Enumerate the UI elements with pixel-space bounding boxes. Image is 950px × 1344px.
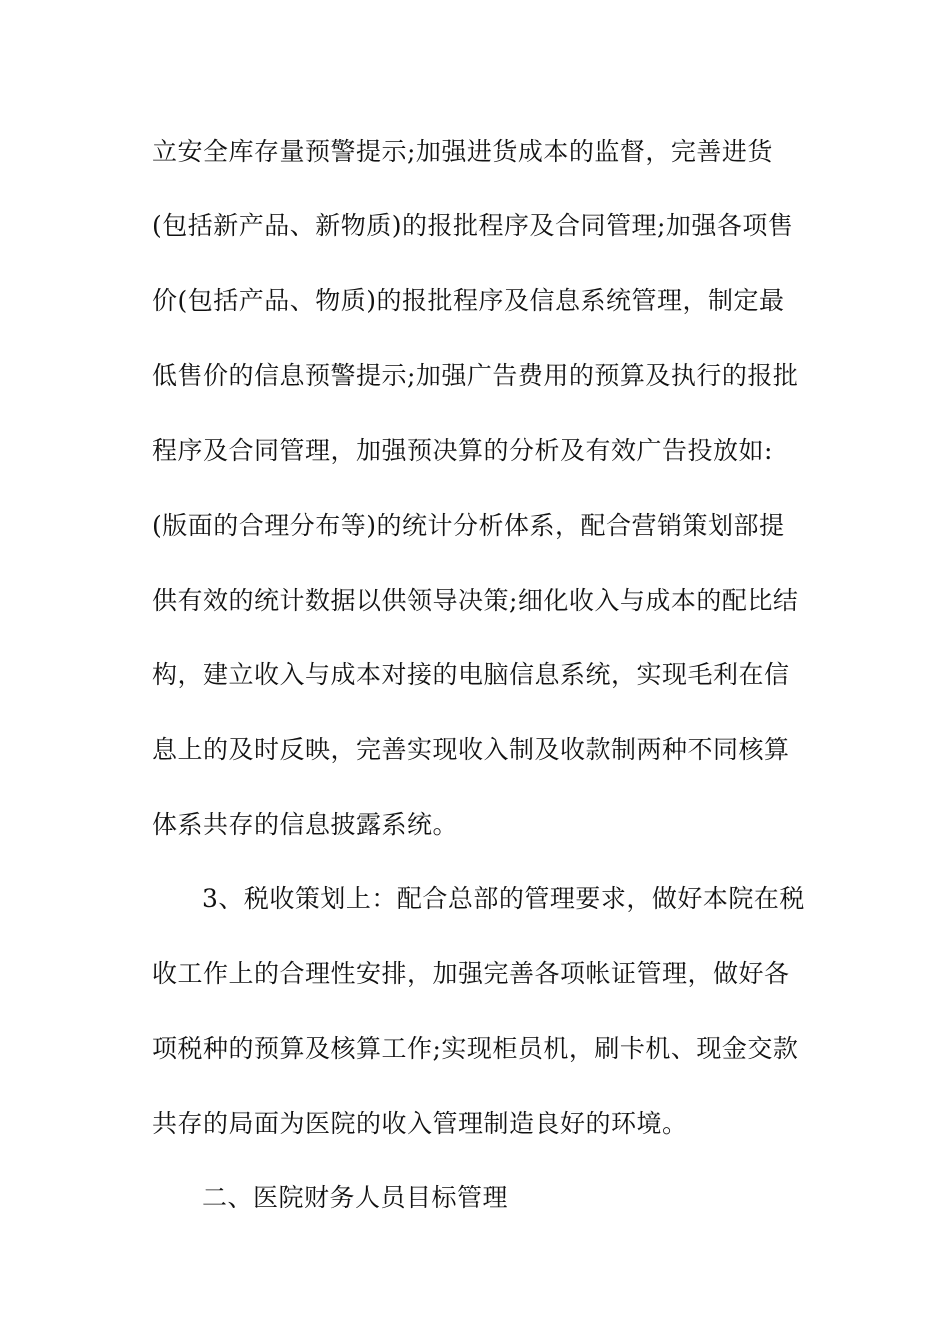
paragraph-line: 程序及合同管理，加强预决算的分析及有效广告投放如: <box>152 436 773 465</box>
paragraph-line: 低售价的信息预警提示;加强广告费用的预算及执行的报批 <box>152 361 799 390</box>
paragraph-line: (版面的合理分布等)的统计分析体系，配合营销策划部提 <box>152 511 785 540</box>
paragraph-line: 构，建立收入与成本对接的电脑信息系统，实现毛利在信 <box>152 660 790 689</box>
paragraph-line: 收工作上的合理性安排，加强完善各项帐证管理，做好各 <box>152 959 790 988</box>
paragraph-line: 体系共存的信息披露系统。 <box>152 810 459 839</box>
paragraph-line: 供有效的统计数据以供领导决策;细化收入与成本的配比结 <box>152 586 799 615</box>
paragraph-line: 立安全库存量预警提示;加强进货成本的监督，完善进货 <box>152 137 773 166</box>
paragraph-line: 共存的局面为医院的收入管理制造良好的环境。 <box>152 1109 688 1138</box>
section-heading: 二、医院财务人员目标管理 <box>202 1183 509 1212</box>
paragraph-line: 项税种的预算及核算工作;实现柜员机，刷卡机、现金交款 <box>152 1034 799 1063</box>
paragraph-line: (包括新产品、新物质)的报批程序及合同管理;加强各项售 <box>152 211 794 240</box>
paragraph-line: 3、税收策划上：配合总部的管理要求，做好本院在税 <box>202 884 805 913</box>
paragraph-line: 价(包括产品、物质)的报批程序及信息系统管理，制定最 <box>152 286 785 315</box>
paragraph-line: 息上的及时反映，完善实现收入制及收款制两种不同核算 <box>152 735 790 764</box>
